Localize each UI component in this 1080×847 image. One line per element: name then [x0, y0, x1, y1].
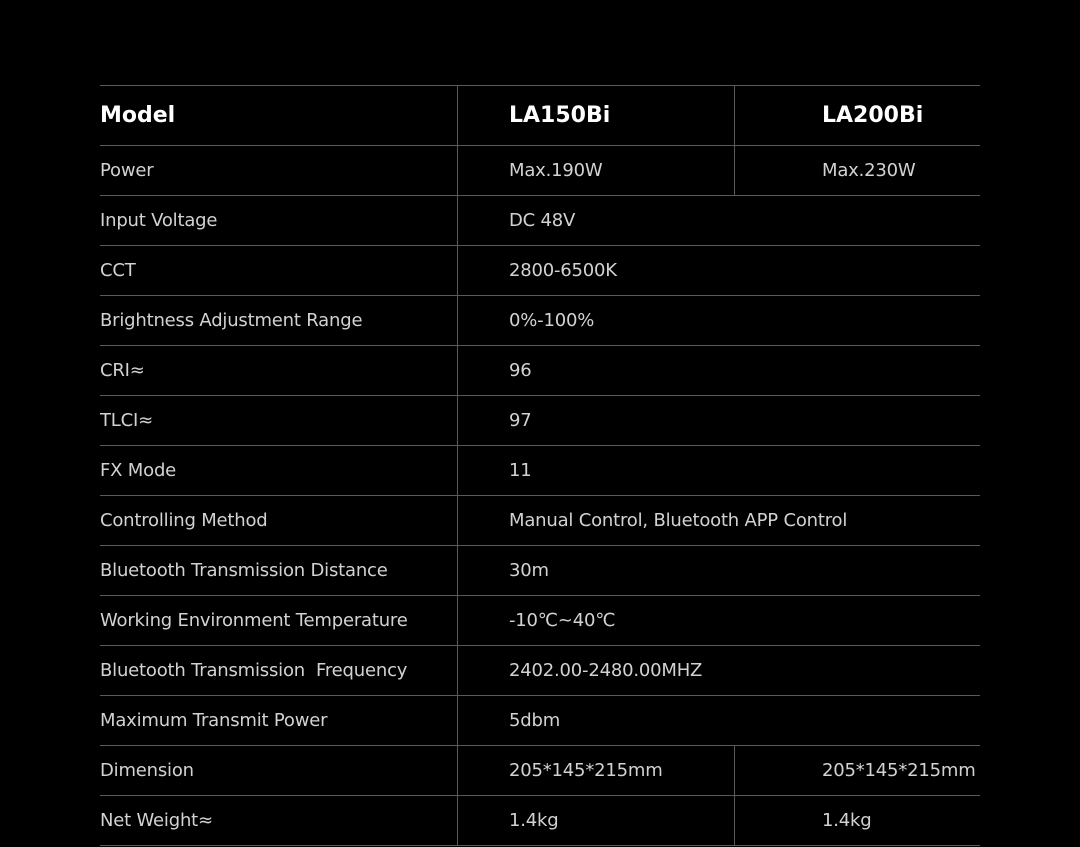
table-row-cct	[100, 246, 980, 296]
row-value: 2402.00-2480.00MHZ	[509, 660, 703, 681]
row-label: CRI≈	[100, 360, 145, 381]
row-label: FX Mode	[100, 460, 177, 481]
row-value: 5dbm	[509, 710, 561, 731]
row-label: CCT	[100, 260, 136, 281]
row-value-la150bi: 205*145*215mm	[509, 760, 663, 781]
column-divider	[457, 296, 458, 345]
row-value: Manual Control, Bluetooth APP Control	[509, 510, 848, 531]
row-label: Input Voltage	[100, 210, 218, 231]
row-value: 2800-6500K	[509, 260, 617, 281]
table-row-tlci	[100, 396, 980, 446]
row-label: Controlling Method	[100, 510, 268, 531]
row-value-la200bi: 1.4kg	[822, 810, 872, 831]
table-row-max-transmit-power	[100, 696, 980, 746]
row-value-la200bi: Max.230W	[822, 160, 916, 181]
row-value: -10℃~40℃	[509, 610, 616, 631]
table-row-bluetooth-frequency	[100, 646, 980, 696]
table-row-controlling-method	[100, 496, 980, 546]
column-divider	[457, 546, 458, 595]
table-row-net-weight	[100, 796, 980, 846]
row-value: 11	[509, 460, 532, 481]
row-value: 97	[509, 410, 532, 431]
column-divider	[457, 146, 458, 195]
column-divider	[457, 496, 458, 545]
row-label: Bluetooth Transmission Frequency	[100, 660, 408, 681]
column-divider	[734, 796, 735, 845]
column-divider	[457, 346, 458, 395]
header-model-la200bi: LA200Bi	[822, 103, 924, 128]
header-model-la150bi: LA150Bi	[509, 103, 611, 128]
table-header-row	[100, 86, 980, 146]
column-divider	[457, 246, 458, 295]
row-label: Dimension	[100, 760, 194, 781]
row-value-la200bi: 205*145*215mm	[822, 760, 976, 781]
column-divider	[457, 596, 458, 645]
row-value: 96	[509, 360, 532, 381]
row-label: Net Weight≈	[100, 810, 213, 831]
row-label: Power	[100, 160, 154, 181]
column-divider	[457, 746, 458, 795]
row-label: Maximum Transmit Power	[100, 710, 328, 731]
table-row-power	[100, 146, 980, 196]
column-divider	[734, 86, 735, 145]
row-label: Brightness Adjustment Range	[100, 310, 363, 331]
column-divider	[457, 396, 458, 445]
column-divider	[457, 86, 458, 145]
row-label: TLCI≈	[100, 410, 153, 431]
table-row-input-voltage	[100, 196, 980, 246]
header-label: Model	[100, 103, 176, 128]
table-row-cri	[100, 346, 980, 396]
table-row-bluetooth-distance	[100, 546, 980, 596]
column-divider	[457, 646, 458, 695]
spec-table	[100, 85, 980, 846]
row-value: 30m	[509, 560, 549, 581]
table-row-fx-mode	[100, 446, 980, 496]
column-divider	[734, 746, 735, 795]
column-divider	[734, 146, 735, 195]
column-divider	[457, 196, 458, 245]
row-value: 0%-100%	[509, 310, 595, 331]
row-label: Bluetooth Transmission Distance	[100, 560, 388, 581]
table-row-brightness-range	[100, 296, 980, 346]
row-value-la150bi: Max.190W	[509, 160, 603, 181]
row-label: Working Environment Temperature	[100, 610, 408, 631]
column-divider	[457, 446, 458, 495]
table-row-working-temperature	[100, 596, 980, 646]
table-row-dimension	[100, 746, 980, 796]
column-divider	[457, 696, 458, 745]
row-value: DC 48V	[509, 210, 576, 231]
row-value-la150bi: 1.4kg	[509, 810, 559, 831]
column-divider	[457, 796, 458, 845]
